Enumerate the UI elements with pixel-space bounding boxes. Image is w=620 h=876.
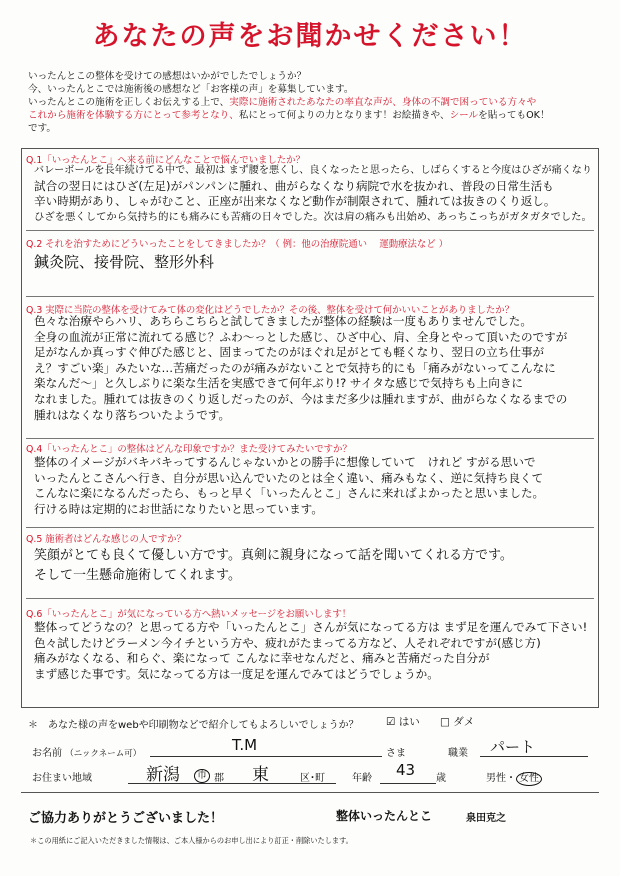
- gun-label: 郡: [214, 773, 224, 784]
- intro-highlight: 実際に施術されたあなたの率直な声が、身体の不調で困っている方々や: [229, 97, 537, 108]
- answer-line: 鍼灸院、接骨院、整形外科: [34, 253, 215, 271]
- prefecture-field[interactable]: 新潟: [146, 765, 180, 785]
- ku-cho-label: 区･町: [300, 773, 325, 784]
- answer-line: まず感じた事です。気になってる方は一度足を運んでみてはどうでしょうか。: [34, 666, 439, 681]
- answer-6: [34, 620, 594, 682]
- job-underline: [480, 756, 588, 757]
- answer-line: 笑顔がとても良くて優しい方です。真剣に親身になって話を聞いてくれる方です。: [34, 548, 513, 563]
- intro-line: いったんとこの整体を受けての感想はいかがでしたでしょうか？: [28, 71, 307, 82]
- permission-no[interactable]: [440, 714, 474, 729]
- intro-fragment: を貼ってもOK！: [478, 110, 550, 121]
- sai-label: 歳: [436, 773, 446, 784]
- permission-yes-label: はい: [398, 716, 420, 728]
- intro-fragment: いったんとこの施術を正しくお伝えする上で、: [28, 97, 230, 108]
- answer-line: 腫れはなくなり落ちついたようです。: [34, 407, 231, 422]
- age-field[interactable]: 43: [396, 761, 416, 779]
- divider: [26, 598, 594, 599]
- gender-female-selected[interactable]: 女性: [516, 772, 542, 786]
- permission-yes[interactable]: [386, 714, 420, 729]
- name-field[interactable]: T.M: [232, 736, 258, 754]
- page-title: あなたの声をお聞かせください！: [92, 21, 528, 52]
- question-5: Q.5 施術者はどんな感じの人ですか？: [26, 534, 186, 545]
- privacy-note: ＊この用紙にご記入いただきました情報は、ご本人様からのお申し出により訂正・削除いたします。: [30, 836, 353, 845]
- name-label-text: お名前: [32, 748, 62, 759]
- intro-fragment: お絵描きや、: [392, 110, 450, 121]
- answer-line: 整体ってどうなの？と思ってる方や「いったんとこ」さんが気になってる方は まず足を運んでみて下さい!: [34, 620, 588, 634]
- answer-line: 全身の血流が正常に流れてる感じ？ふわ〜っとした感じ、ひざ中心、肩、全身とやって頂いたのですが: [34, 329, 568, 344]
- name-underline: [150, 756, 382, 757]
- question-2-example: （ 例：他の治療院通い 運動療法など ）: [270, 239, 449, 250]
- answer-line: 色々な治療やらハリ、あちらこちらと試してきましたが整体の経験は一度もありませんでした。: [34, 314, 532, 328]
- address-label: お住まい地域: [32, 773, 92, 784]
- answer-3: [34, 314, 594, 423]
- question-1: Q.1「いったんとこ」へ来る前にどんなことで悩んでいましたか？: [26, 155, 305, 166]
- checkbox-icon[interactable]: □: [440, 716, 450, 728]
- divider: [26, 527, 594, 528]
- permission-no-label: ダメ: [453, 716, 475, 728]
- question-4: Q.4「いったんとこ」の整体はどんな印象ですか？また受けてみたいですか？: [26, 444, 352, 455]
- answer-line: こんなに楽になるんだったら、もっと早く「いったんとこ」さんに来ればよかったと思いました。: [34, 486, 545, 501]
- ward-field[interactable]: 東: [252, 765, 269, 785]
- intro-fragment: 私にとって何よりの力となります！: [238, 110, 393, 121]
- intro-highlight: シール: [449, 110, 479, 121]
- answer-1: [34, 163, 594, 225]
- answer-line: 整体のイメージがバキバキってするんじゃないかとの勝手に想像していて けれど すがる思いで: [34, 455, 536, 469]
- answer-line: そして一生懸命施術してくれます。: [34, 568, 241, 583]
- question-2: [26, 236, 448, 250]
- job-field[interactable]: パート: [490, 738, 536, 756]
- answer-line: ひざを悪くしてから気持ち的にも痛みにも苦痛の日々でした。次は肩の痛みも出始め、あっちこっちがガタガタでした。: [34, 210, 592, 223]
- answer-line: なれました。腫れては抜きのくり返しだったのが、今はまだ多少は腫れますが、曲がらなくなるまでの: [34, 391, 568, 406]
- gender-male[interactable]: 男性: [486, 773, 506, 784]
- permission-question: ＊ あなた様の声をwebや印刷物などで紹介してもよろしいでしょうか？: [28, 720, 359, 731]
- question-3: Q.3 実際に当院の整体を受けてみて体の変化はどうでしたか？その後、整体を受けて何かいいことがありましたか？: [26, 305, 515, 316]
- sama-label: さま: [386, 748, 406, 759]
- owner-name: 泉田克之: [466, 813, 506, 824]
- footer-divider: [21, 792, 599, 793]
- answer-line: バレーボールを長年続けてる中で、最初は まず腰を悪くし、良くなったと思ったら、しばらくすると今度はひざが痛くなり: [34, 165, 592, 176]
- answer-5: [34, 546, 594, 586]
- age-underline: [380, 783, 436, 784]
- intro-line: [28, 109, 598, 122]
- intro-line: です。: [28, 123, 57, 134]
- question-2-text: Q.2 それを治すためにどういったことをしてきましたか？: [26, 239, 271, 250]
- thanks-message: ご協力ありがとうございました！: [28, 811, 224, 826]
- answer-2: [34, 252, 594, 272]
- answer-line: 試合の翌日にはひざ(左足)がパンパンに腫れ、曲がらなくなり病院で水を抜かれ、普段の日常生活も: [34, 178, 554, 193]
- answer-line: いったんとこさんへ行き、自分が思い込んでいたのとは全く違い、痛みもなく、逆に気持ち良くて: [34, 470, 544, 485]
- answer-line: 辛い時期があり、しゃがむこと、正座が出来なくなど動作が制限されて、腫れては抜きのくり返し。: [34, 194, 556, 209]
- answer-line: え？すごい楽」みたいな…苦痛だったのが痛みがないことで気持ち的にも「痛みがないってこんなに: [34, 360, 556, 375]
- address-underline: [128, 783, 336, 784]
- answer-line: 足がなんか真っすぐ伸びた感じと、固まってたのがほぐれ足がとても軽くなり、翌日の立ち仕事が: [34, 345, 545, 360]
- intro-text: [28, 70, 598, 135]
- divider: [26, 296, 594, 297]
- answer-line: 楽なんだ〜」と久しぶりに楽な生活を実感できて何年ぶり!? サイタな感じで気持ちも上向きに: [34, 376, 524, 391]
- answer-4: [34, 455, 594, 517]
- divider: [26, 438, 594, 439]
- question-6: Q.6「いったんとこ」が気になっている方へ熱いメッセージをお願いします！: [26, 609, 352, 620]
- gender-separator: ・: [506, 773, 516, 784]
- answer-line: 行ける時は定期的にお世話になりたいと思っています。: [34, 501, 323, 516]
- intro-line: 今、いったんとこでは施術後の感想など「お客様の声」を募集しています。: [28, 84, 354, 95]
- divider: [26, 230, 594, 231]
- answer-line: 色々試したけどラーメン今イチという方や、疲れがたまってる方など、人それぞれですが(感じ方): [34, 635, 541, 650]
- job-label: 職業: [448, 748, 468, 759]
- name-label: [32, 744, 141, 759]
- age-label: 年齢: [352, 773, 372, 784]
- gender-options: [486, 769, 542, 786]
- checked-box-icon[interactable]: ☑: [386, 716, 396, 728]
- shop-name: 整体いったんとこ: [336, 809, 433, 823]
- city-selected[interactable]: [194, 769, 210, 783]
- intro-highlight: これから施術を体験する方にとって参考となり、: [28, 110, 239, 121]
- answer-line: 痛みがなくなる、和らぐ、楽になって こんなに幸せなんだと、痛みと苦痛だった自分が: [34, 651, 490, 666]
- name-hint: （ニックネーム可）: [65, 749, 142, 759]
- intro-line: [28, 96, 598, 109]
- city-mark: 市: [194, 769, 210, 783]
